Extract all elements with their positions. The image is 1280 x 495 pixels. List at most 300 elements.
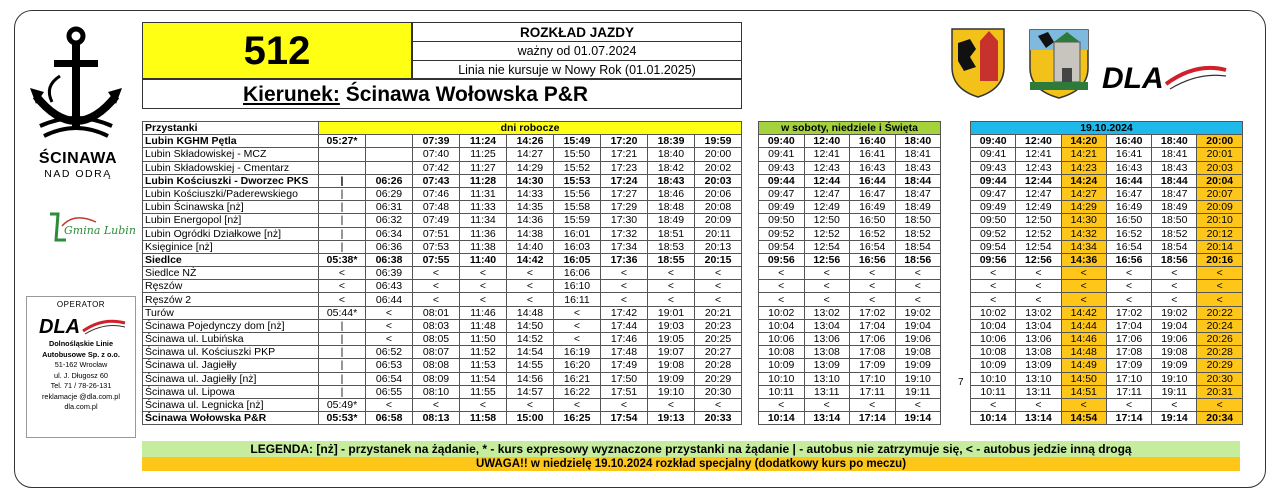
departure-time: 18:44 [895,174,941,187]
departure-time: 20:09 [1197,201,1243,214]
departure-time: < [895,293,941,306]
departure-time: 09:54 [971,240,1016,253]
operator-line: reklamacje @dla.com.pl [42,391,120,401]
departure-time: 17:06 [850,333,896,346]
departure-time: 10:04 [971,319,1016,332]
table-row [759,161,941,174]
departure-time: | [319,201,366,214]
departure-time: < [1106,280,1151,293]
departure-time: 12:49 [804,201,850,214]
departure-time: 12:44 [1016,174,1061,187]
table-row [143,398,742,411]
table-row [143,201,742,214]
departure-time: 17:27 [601,187,648,200]
departure-time: < [804,398,850,411]
table-row [759,385,941,398]
departure-time: 18:43 [895,161,941,174]
departure-time: 18:56 [1152,253,1197,266]
legend: LEGENDA: [nż] - przystanek na żądanie, * - kurs expresowy wyznaczone przystanki na żądanie | - autobus nie zatrzymuje się, < - autobus jedzie inną drogą [142,441,1240,457]
departure-time: 10:11 [971,385,1016,398]
departure-time: 14:36 [1061,253,1106,266]
table-row [759,280,941,293]
departure-time: 17:20 [601,135,648,148]
departure-time: 19:09 [895,359,941,372]
stop-name: Księginice [nż] [143,240,319,253]
departure-time: 14:50 [507,319,554,332]
departure-time: 12:54 [1016,240,1061,253]
stop-name: Ścinawa ul. Jagiełły [nż] [143,372,319,385]
departure-time: 09:40 [759,135,805,148]
table-row [759,174,941,187]
departure-time: 18:42 [648,161,695,174]
departure-time: 14:27 [507,148,554,161]
departure-time: < [695,280,742,293]
departure-time: 15:53 [554,174,601,187]
departure-time: 13:08 [804,346,850,359]
departure-time: 14:48 [1061,346,1106,359]
departure-time: 10:06 [759,333,805,346]
stop-name: Lubin Ogródki Działkowe [nż] [143,227,319,240]
departure-time: 18:40 [1152,135,1197,148]
departure-time: 20:21 [695,306,742,319]
departure-time: 10:04 [759,319,805,332]
departure-time: 09:49 [759,201,805,214]
departure-time: 18:50 [895,214,941,227]
departure-time: 12:50 [1016,214,1061,227]
departure-time: 10:10 [971,372,1016,385]
departure-time: 09:50 [759,214,805,227]
departure-time: 16:03 [554,240,601,253]
departure-time: 08:13 [413,412,460,425]
departure-time: 10:08 [971,346,1016,359]
departure-time: < [1197,267,1243,280]
departure-time: 08:07 [413,346,460,359]
departure-time: 14:56 [507,372,554,385]
departure-time: 14:54 [507,346,554,359]
departure-time: 12:43 [804,161,850,174]
table-row [971,346,1243,359]
departure-time: 17:54 [601,412,648,425]
departure-time: < [366,306,413,319]
departure-time: 09:44 [759,174,805,187]
departure-time: 05:49* [319,398,366,411]
departure-time: 07:39 [413,135,460,148]
departure-time: < [1106,398,1151,411]
departure-time: 19:11 [1152,385,1197,398]
departure-time: 17:36 [601,253,648,266]
departure-time: 19:08 [1152,346,1197,359]
departure-time: | [319,174,366,187]
departure-time: 06:31 [366,201,413,214]
departure-time: 10:06 [971,333,1016,346]
departure-time: 19:03 [648,319,695,332]
departure-time: < [648,280,695,293]
departure-time: 20:06 [695,187,742,200]
table-row [971,398,1243,411]
departure-time: 12:43 [1016,161,1061,174]
departure-time: 06:39 [366,267,413,280]
departure-time: 09:43 [759,161,805,174]
table-row [143,359,742,372]
departure-time: 06:26 [366,174,413,187]
departure-time: < [850,267,896,280]
table-row [971,333,1243,346]
departure-time: 18:49 [895,201,941,214]
departure-time: 16:10 [554,280,601,293]
departure-time: 14:48 [507,306,554,319]
departure-time: 14:52 [507,333,554,346]
table-row [143,306,742,319]
schedule-title: ROZKŁAD JAZDY [413,23,741,42]
schedule-info [412,22,742,79]
departure-time: 16:01 [554,227,601,240]
departure-time: 06:32 [366,214,413,227]
departure-time: 16:05 [554,253,601,266]
table-row [759,333,941,346]
departure-time: 09:43 [971,161,1016,174]
departure-time: | [319,346,366,359]
departure-time: < [804,293,850,306]
departure-time: 09:56 [759,253,805,266]
departure-time: 12:50 [804,214,850,227]
departure-time: < [554,319,601,332]
departure-time: 16:06 [554,267,601,280]
departure-time: 16:43 [850,161,896,174]
departure-time: < [1152,280,1197,293]
dla-operator-logo-text: DLA [39,316,81,338]
departure-time: < [1061,267,1106,280]
table-row [143,293,742,306]
departure-time: 16:20 [554,359,601,372]
stop-name: Lubin Energopol [nż] [143,214,319,227]
departure-time: < [850,280,896,293]
stop-name: Lubin Kościuszki/Paderewskiego [143,187,319,200]
departure-time: < [366,398,413,411]
departure-time: < [554,333,601,346]
operator-box [26,296,136,438]
departure-time: 17:30 [601,214,648,227]
departure-time: | [319,319,366,332]
departure-time: 16:40 [1106,135,1151,148]
departure-time: 13:09 [1016,359,1061,372]
departure-time: | [319,227,366,240]
departure-time: 17:46 [601,333,648,346]
departure-time: 15:59 [554,214,601,227]
departure-time: 11:54 [460,372,507,385]
departure-time: 13:04 [804,319,850,332]
departure-time: 20:28 [1197,346,1243,359]
departure-time: < [1061,293,1106,306]
departure-time [366,148,413,161]
departure-time: 20:31 [1197,385,1243,398]
departure-time: 18:40 [895,135,941,148]
dla-logo [1100,58,1228,94]
departure-time: < [695,398,742,411]
departure-time: 20:10 [1197,214,1243,227]
departure-time: 14:40 [507,240,554,253]
departure-time: 20:11 [695,227,742,240]
departure-time: 10:09 [971,359,1016,372]
departure-time: 13:06 [1016,333,1061,346]
departure-time: 15:49 [554,135,601,148]
departure-time: < [601,280,648,293]
departure-time: 16:21 [554,372,601,385]
departure-time: 18:39 [648,135,695,148]
departure-time: 07:55 [413,253,460,266]
departure-time: 16:54 [1106,240,1151,253]
departure-time: 18:48 [648,201,695,214]
scinawa-coat-of-arms [1028,28,1090,100]
departure-time: 11:46 [460,306,507,319]
departure-time: 12:47 [804,187,850,200]
departure-time: 17:32 [601,227,648,240]
departure-time: 19:06 [1152,333,1197,346]
line-number: 512 [142,22,412,79]
departure-time: 12:56 [804,253,850,266]
departure-time: 10:14 [759,412,805,425]
departure-time: 11:38 [460,240,507,253]
departure-time: 12:49 [1016,201,1061,214]
operator-line: ul. J. Długosz 60 [54,370,108,380]
departure-time: 17:34 [601,240,648,253]
departure-time: 18:47 [1152,187,1197,200]
departure-time: 14:30 [507,174,554,187]
departure-time: 20:29 [1197,359,1243,372]
departure-time: < [648,267,695,280]
departure-time: 19:08 [648,359,695,372]
departure-time: 17:11 [1106,385,1151,398]
table-row [143,161,742,174]
special-timetable [970,121,1243,425]
departure-time: 05:53* [319,412,366,425]
direction-value: Ścinawa Wołowska P&R [345,83,589,106]
departure-time: 20:00 [695,148,742,161]
departure-time: 20:02 [695,161,742,174]
departure-time: 14:38 [507,227,554,240]
departure-time: 13:14 [1016,412,1061,425]
departure-time: 20:34 [1197,412,1243,425]
stop-name: Lubin Składowskiej - Cmentarz [143,161,319,174]
departure-time: 08:03 [413,319,460,332]
departure-time: 20:16 [1197,253,1243,266]
departure-time: < [971,293,1016,306]
departure-time: < [319,267,366,280]
table-row [971,253,1243,266]
departure-time: 18:55 [648,253,695,266]
departure-time: 09:49 [971,201,1016,214]
departure-time: 19:06 [895,333,941,346]
departure-time: 17:44 [601,319,648,332]
table-row [759,201,941,214]
departure-time: 11:33 [460,201,507,214]
dla-logo-text: DLA [1102,62,1164,95]
table-row [143,174,742,187]
departure-time: 11:31 [460,187,507,200]
departure-time: 14:29 [507,161,554,174]
stop-name: Ścinawa Pojedynczy dom [nż] [143,319,319,332]
departure-time: < [413,398,460,411]
table-row [759,293,941,306]
departure-time: 17:08 [1106,346,1151,359]
table-row [971,267,1243,280]
departure-time: 08:10 [413,385,460,398]
departure-time: 20:09 [695,214,742,227]
departure-time: 17:24 [601,174,648,187]
departure-time: 09:47 [971,187,1016,200]
departure-time: 18:41 [895,148,941,161]
departure-time: 09:52 [971,227,1016,240]
stop-name: Ścinawa Wołowska P&R [143,412,319,425]
departure-time: 17:23 [601,161,648,174]
stop-name: Siedlce NŻ [143,267,319,280]
departure-time: < [971,398,1016,411]
departure-time: 06:43 [366,280,413,293]
departure-time: < [648,293,695,306]
departure-time: < [1106,293,1151,306]
gmina-logo-text: Gmina Lubin [64,224,136,237]
operator-line: Tel. 71 / 78-26-131 [50,381,112,390]
departure-time: 20:03 [1197,161,1243,174]
departure-time: 19:07 [648,346,695,359]
departure-time: 13:04 [1016,319,1061,332]
departure-time: 13:10 [804,372,850,385]
table-row [759,267,941,280]
departure-time: 19:08 [895,346,941,359]
departure-time: 18:43 [1152,161,1197,174]
departure-time: 18:44 [1152,174,1197,187]
departure-time: < [1106,267,1151,280]
departure-time: 14:42 [1061,306,1106,319]
departure-time: 12:44 [804,174,850,187]
departure-time: 19:14 [1152,412,1197,425]
departure-time: < [1016,293,1061,306]
departure-time: < [1152,293,1197,306]
departure-time: < [895,398,941,411]
departure-time: 20:30 [695,385,742,398]
departure-time: 15:52 [554,161,601,174]
table-row [971,161,1243,174]
departure-time: < [1016,267,1061,280]
departure-time: 05:44* [319,306,366,319]
stop-name: Ścinawa ul. Lubińska [143,333,319,346]
departure-time: 17:02 [850,306,896,319]
departure-time: 17:10 [850,372,896,385]
departure-time: 14:44 [1061,319,1106,332]
departure-time: 12:41 [804,148,850,161]
departure-time: < [759,267,805,280]
table-row [759,306,941,319]
departure-time: 07:46 [413,187,460,200]
stop-name: Ręszów 2 [143,293,319,306]
stop-name: Lubin KGHM Pętla [143,135,319,148]
departure-time: < [507,398,554,411]
departure-time: 15:00 [507,412,554,425]
departure-time: 12:52 [1016,227,1061,240]
valid-from: ważny od 01.07.2024 [413,42,741,61]
departure-time: 15:58 [554,201,601,214]
direction-label: Kierunek: [243,83,340,106]
table-row [759,372,941,385]
stop-name: Ręszów [143,280,319,293]
departure-time: 17:02 [1106,306,1151,319]
departure-time: 10:02 [759,306,805,319]
table-row [971,280,1243,293]
departure-time: | [319,240,366,253]
operator-address [27,339,135,413]
departure-time: 14:32 [1061,227,1106,240]
departure-time: 19:02 [895,306,941,319]
departure-time: 16:11 [554,293,601,306]
departure-time: 17:04 [850,319,896,332]
departure-time: 13:10 [1016,372,1061,385]
departure-time: 12:41 [1016,148,1061,161]
departure-time: < [507,267,554,280]
table-row [143,319,742,332]
departure-time: 18:49 [1152,201,1197,214]
departure-time: 06:36 [366,240,413,253]
departure-time: 11:28 [460,174,507,187]
departure-time: 14:57 [507,385,554,398]
departure-time: 06:58 [366,412,413,425]
departure-time: 11:24 [460,135,507,148]
side-mark: 7 [958,377,964,388]
departure-time: 20:33 [695,412,742,425]
departure-time: 15:56 [554,187,601,200]
stop-name: Ścinawa ul. Kościuszki PKP [143,346,319,359]
departure-time: 17:08 [850,346,896,359]
departure-time: 14:24 [1061,174,1106,187]
departure-time: | [319,214,366,227]
departure-time: 14:23 [1061,161,1106,174]
departure-time: 18:50 [1152,214,1197,227]
departure-time: 16:50 [1106,214,1151,227]
table-row [143,267,742,280]
departure-time: 16:19 [554,346,601,359]
departure-time: 16:49 [1106,201,1151,214]
departure-time: 20:29 [695,372,742,385]
departure-time: 05:27* [319,135,366,148]
departure-time: 14:35 [507,201,554,214]
departure-time: 19:04 [895,319,941,332]
table-row [143,253,742,266]
table-row [143,346,742,359]
departure-time: 08:09 [413,372,460,385]
departure-time: 13:02 [804,306,850,319]
departure-time: 16:47 [850,187,896,200]
departure-time: 17:04 [1106,319,1151,332]
departure-time: 16:52 [1106,227,1151,240]
departure-time: 05:38* [319,253,366,266]
departure-time: 17:21 [601,148,648,161]
table-row [143,148,742,161]
departure-time: 11:50 [460,333,507,346]
operator-label: OPERATOR [56,300,106,309]
departure-time: 18:53 [648,240,695,253]
departure-time: < [507,280,554,293]
departure-time: 09:40 [971,135,1016,148]
table-row [971,214,1243,227]
departure-time: < [895,267,941,280]
departure-time: < [601,398,648,411]
departure-time: 16:41 [1106,148,1151,161]
table-row [759,319,941,332]
departure-time: 11:58 [460,412,507,425]
departure-time: 17:50 [601,372,648,385]
departure-time: 07:43 [413,174,460,187]
weekday-timetable [142,121,742,425]
departure-time: 14:55 [507,359,554,372]
departure-time: 19:04 [1152,319,1197,332]
